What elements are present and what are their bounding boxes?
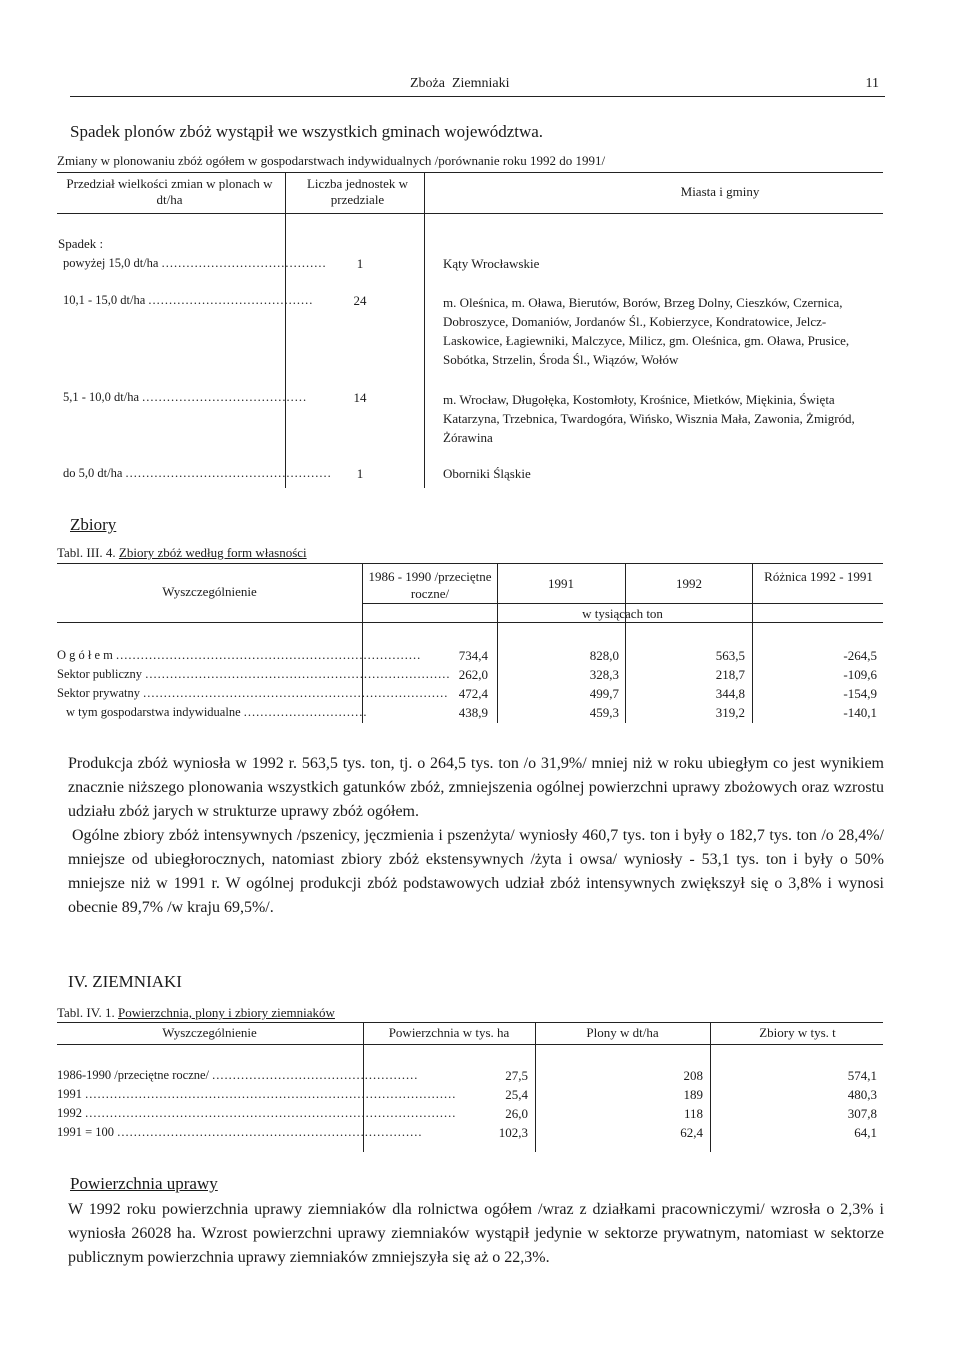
cell-a: 102,3 [498,1125,528,1140]
table3-caption-prefix: Tabl. IV. 1. [57,1005,115,1020]
row-label: 1991 = 100 [57,1125,115,1139]
places-cell: Oborniki Śląskie [443,466,531,481]
range-label: do 5,0 dt/ha [63,466,123,480]
count-cell: 14 [353,390,367,405]
range-label: 10,1 - 15,0 dt/ha [63,293,146,307]
cell-a: 262,0 [458,667,488,682]
cell-c: 64,1 [854,1125,877,1140]
table3-row: 1991 .......................................................................................... [57,1087,457,1101]
table3-col-a: Powierzchnia w tys. ha [388,1025,510,1040]
range-label: powyżej 15,0 dt/ha [63,256,159,270]
paragraph-intensive: Ogólne zbiory zbóż intensywnych /pszenicy, jęczmienia i pszenżyta/ wyniosły 460,7 tys. ton i były o 182,7 tys. ton /o 28,4%/ mniejsze od ubiegłorocznych, natomiast zbiory zbóż ekstensywnych /żyta i owsa/ wyniosły - 53,1 tys. ton i były o 50% mniejsze niż w 1991 r. W ogólnej produkcji zbóż podstawowych udział zbóż intensywnych zwiększył się o 3,8% i wynosi obecnie 89,7% /w kraju 69,5%/. [68,827,884,916]
cell-c: 344,8 [715,686,745,701]
table3-col-label: Wyszczególnienie [162,1025,257,1040]
table2-divider-3 [625,563,626,723]
table2-col-a: 1986 - 1990 /przeciętne roczne/ [368,569,492,601]
table2-row: Sektor prywatny .......................................................................... [57,686,449,700]
row-label: O g ó ł e m [57,648,113,662]
cell-c: 574,1 [847,1068,877,1083]
cell-b: 459,3 [589,705,619,720]
cell-c: 307,8 [847,1106,877,1121]
cell-c: 218,7 [715,667,745,682]
row-label: Sektor publiczny [57,667,143,681]
cell-d: -109,6 [843,667,877,682]
table2-col-c: 1992 [676,576,702,591]
table2-header-rule [57,622,883,623]
row-label: 1992 [57,1106,82,1120]
cell-c: 319,2 [715,705,745,720]
table2-unit-rule [362,603,883,604]
table2-caption-title: Zbiory zbóż według form własności [118,545,307,560]
table1-divider-2 [424,172,425,488]
cell-a: 734,4 [458,648,488,663]
table1-divider-1 [285,172,286,488]
paragraph-area: W 1992 roku powierzchnia uprawy ziemniaków dla rolnictwa ogółem /wraz z działkami pracowniczymi/ wzrosła o 2,3% i wyniosła 26028 ha. Wzrost powierzchni uprawy ziemniaków wystąpił jedynie w sektorze prywatnym, natomiast w sektorze publicznym powierzchnia uprawy ziemniaków zmniejszyła się aż o 22,3%. [68,1201,884,1266]
table1-top-rule [57,172,883,173]
cell-b: 828,0 [589,648,619,663]
cell-b: 189 [683,1087,703,1102]
cell-a: 26,0 [505,1106,528,1121]
count-cell: 24 [353,293,367,308]
intro-line: Spadek plonów zbóż wystąpił we wszystkich gminach województwa. [70,122,544,141]
table2-col-label: Wyszczególnienie [162,584,257,599]
table1-row: powyżej 15,0 dt/ha ........................................ [63,256,327,270]
table3-header-rule [57,1044,883,1045]
cell-a: 27,5 [505,1068,528,1083]
row-label: 1991 [57,1087,82,1101]
paragraph-production: Produkcja zbóż wyniosła w 1992 r. 563,5 tys. ton, tj. o 264,5 tys. ton /o 31,9%/ mniej niż w roku ubiegłym co jest wynikiem znacznie niższego plonowania wszystkich gatunków zbóż, zmniejszenia ogólnej powierzchni uprawy zbożowych oraz wzrostu udziału zbóż jarych w strukturze uprawy zbóż ogółem. [68,755,884,820]
table3-caption [57,1005,335,1021]
table2-row: Sektor publiczny .......................................................................... [57,667,451,681]
table3-top-rule [57,1022,883,1023]
page-number: 11 [865,76,879,91]
table2-row: O g ó ł e m .......................................................................... [57,648,422,662]
table1-col-places: Miasta i gminy [680,184,760,199]
table3-divider-3 [710,1022,711,1152]
cell-b: 499,7 [589,686,619,701]
row-label: w tym gospodarstwa indywidualne [66,705,241,719]
places-cell: Kąty Wrocławskie [443,256,540,271]
cell-a: 472,4 [458,686,488,701]
table2-col-d: Różnica 1992 - 1991 [764,569,873,584]
range-label: 5,1 - 10,0 dt/ha [63,390,140,404]
table3-row: 1991 = 100 .......................................................................... [57,1125,423,1139]
cell-b: 208 [683,1068,703,1083]
table1-col-range: Przedział wielkości zmian w plonach w dt/ha [66,176,273,207]
cell-a: 438,9 [458,705,488,720]
table2-col-b: 1991 [548,576,574,591]
table2-row: w tym gospodarstwa indywidualne .............................. [66,705,368,719]
places-cell: m. Wrocław, Długołęka, Kostomłoty, Krośnice, Mietków, Miękinia, Święta Katarzyna, Trzebnica, Twardogóra, Wińsko, Wisznia Mała, Zawonia, Żmigród, Żórawina [443,392,855,445]
cell-c: 480,3 [847,1087,877,1102]
table3-divider-2 [535,1022,536,1152]
table3-col-c: Zbiory w tys. t [759,1025,836,1040]
cell-c: 563,5 [715,648,745,663]
cell-a: 25,4 [505,1087,528,1102]
header-section: Zboża Ziemniaki [410,76,510,91]
row-label: 1986-1990 /przeciętne roczne/ [57,1068,210,1082]
table1-title: Zmiany w plonowaniu zbóż ogółem w gospodarstwach indywidualnych /porównanie roku 1992 do 1991/ [57,153,606,168]
table2-top-rule [57,563,883,564]
cell-d: -140,1 [843,705,877,720]
cell-b: 328,3 [589,667,619,682]
cell-d: -264,5 [843,648,877,663]
cell-d: -154,9 [843,686,877,701]
table1-row: 10,1 - 15,0 dt/ha ........................................ [63,293,314,307]
table1-group-label: Spadek : [58,236,104,251]
table3-row: 1986-1990 /przeciętne roczne/ .................................................. [57,1068,419,1082]
row-label: Sektor prywatny [57,686,140,700]
table2-unit: w tysiącach ton [582,606,663,621]
table1-row: do 5,0 dt/ha .................................................. [63,466,332,480]
table1-col-count: Liczba jednostek w przedziale [306,176,409,207]
table2-divider-2 [497,563,498,723]
section-heading-ziemniaki: IV. ZIEMNIAKI [68,972,182,991]
running-header [70,76,885,97]
table2-divider-4 [752,563,753,723]
count-cell: 1 [356,466,364,481]
table3-caption-title: Powierzchnia, plony i zbiory ziemniaków [117,1005,335,1020]
table1-header-rule [57,213,883,214]
table2-caption [57,545,307,561]
table1-row: 5,1 - 10,0 dt/ha ........................................ [63,390,308,404]
table3-col-b: Plony w dt/ha [586,1025,659,1040]
cell-b: 118 [683,1106,703,1121]
count-cell: 1 [356,256,364,271]
powierzchnia-heading: Powierzchnia uprawy [70,1174,218,1193]
table3-row: 1992 .......................................................................................... [57,1106,457,1120]
places-cell: m. Oleśnica, m. Oława, Bierutów, Borów, Brzeg Dolny, Cieszków, Czernica, Dobroszyce, Domaniów, Jordanów Śl., Kobierzyce, Kondratowice, Jelcz-Laskowice, Łagiewniki, Malczyce, Milicz, gm. Oleśnica, gm. Oława, Prusice, Sobótka, Strzelin, Środa Śl., Wiązów, Wołów [443,295,850,367]
zbiory-heading: Zbiory [70,515,117,534]
cell-b: 62,4 [680,1125,703,1140]
table2-caption-prefix: Tabl. III. 4. [57,545,116,560]
